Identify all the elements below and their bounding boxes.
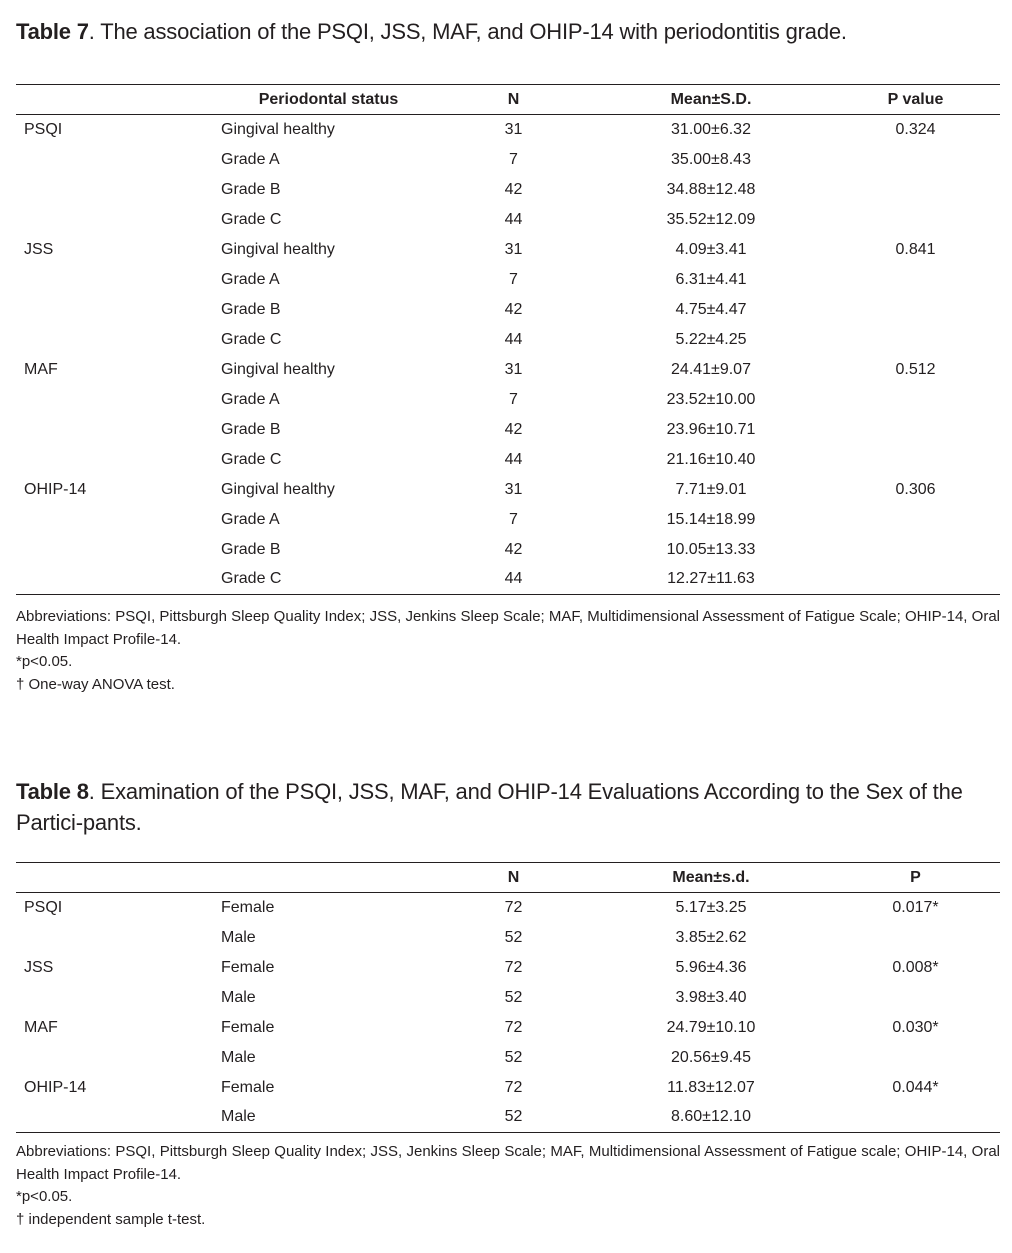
p-value-cell <box>831 565 1000 595</box>
table-row <box>16 385 1000 415</box>
mean-sd-cell: 35.00±8.43 <box>671 150 751 168</box>
table-7-caption <box>16 16 1000 47</box>
p-value-cell: 0.841 <box>895 240 936 258</box>
n-cell: 72 <box>504 898 523 916</box>
measure-cell <box>16 295 221 325</box>
mean-sd-cell: 24.79±10.10 <box>666 1018 756 1036</box>
n-cell: 72 <box>504 958 523 976</box>
mean-sd-cell: 6.31±4.41 <box>675 270 747 288</box>
group-cell: Female <box>221 958 275 976</box>
table-row <box>16 475 1000 505</box>
p-value-cell <box>831 445 1000 475</box>
measure-cell <box>16 1043 221 1073</box>
table-row <box>16 445 1000 475</box>
mean-sd-cell: 4.75±4.47 <box>675 300 747 318</box>
measure-cell <box>16 325 221 355</box>
group-cell: Grade C <box>221 210 282 228</box>
n-cell: 72 <box>504 1018 523 1036</box>
table-row <box>16 953 1000 983</box>
p-value-cell <box>831 145 1000 175</box>
n-cell: 7 <box>509 390 518 408</box>
group-cell: Gingival healthy <box>221 240 335 258</box>
group-cell: Grade A <box>221 270 280 288</box>
measure-cell <box>16 205 221 235</box>
measure-cell: MAF <box>24 1018 58 1036</box>
column-header-periodontal-status: Periodontal status <box>221 85 436 115</box>
mean-sd-cell: 5.96±4.36 <box>675 958 747 976</box>
n-cell: 31 <box>504 480 523 498</box>
table-7-block <box>16 16 1000 47</box>
n-cell: 52 <box>504 988 523 1006</box>
p-value-cell <box>831 295 1000 325</box>
group-cell: Grade C <box>221 565 436 595</box>
group-cell: Gingival healthy <box>221 480 335 498</box>
group-cell: Grade B <box>221 300 281 318</box>
p-value-cell <box>831 325 1000 355</box>
p-value-cell <box>831 535 1000 565</box>
table-7-test-note: † One-way ANOVA test. <box>16 675 175 693</box>
n-cell: 42 <box>504 420 523 438</box>
table-8-title: . Examination of the PSQI, JSS, MAF, and OHIP-14 Evaluations According to the Sex of the Partici-pants. <box>16 779 963 835</box>
p-value-cell: 0.008* <box>892 958 939 976</box>
measure-cell <box>16 445 221 475</box>
p-value-cell <box>831 983 1000 1013</box>
group-cell: Female <box>221 1018 275 1036</box>
measure-cell <box>16 923 221 953</box>
table-7-label: Table 7 <box>16 19 89 44</box>
p-value-cell <box>831 505 1000 535</box>
column-header-mean-sd: Mean±s.d. <box>591 863 831 893</box>
group-cell: Grade A <box>221 510 280 528</box>
n-cell: 52 <box>436 1103 591 1133</box>
n-cell: 42 <box>504 180 523 198</box>
measure-cell <box>16 265 221 295</box>
table-8-test-note: † independent sample t-test. <box>16 1210 206 1228</box>
n-cell: 31 <box>504 240 523 258</box>
mean-sd-cell: 10.05±13.33 <box>666 540 756 558</box>
p-value-cell: 0.044* <box>892 1078 939 1096</box>
p-value-cell <box>831 385 1000 415</box>
mean-sd-cell: 5.22±4.25 <box>675 330 747 348</box>
table-8 <box>16 862 1000 1133</box>
measure-cell: PSQI <box>24 120 63 138</box>
measure-cell <box>16 983 221 1013</box>
table-row <box>16 355 1000 385</box>
table-row <box>16 1013 1000 1043</box>
table-row <box>16 923 1000 953</box>
mean-sd-cell: 3.98±3.40 <box>675 988 747 1006</box>
column-header-n: N <box>436 863 591 893</box>
table-7-abbreviations: Abbreviations: PSQI, Pittsburgh Sleep Quality Index; JSS, Jenkins Sleep Scale; MAF, Multidimensional Assessment of Fatigue Scale; OHIP-14, Oral Health Impact Profile-14. <box>16 608 1000 648</box>
table-row <box>16 505 1000 535</box>
table-8-caption <box>16 776 1000 838</box>
measure-cell: JSS <box>24 958 54 976</box>
column-header-p: P <box>831 863 1000 893</box>
table-8-body <box>16 893 1000 1133</box>
table-8-significance-note: *p<0.05. <box>16 1188 73 1205</box>
column-header-mean-sd: Mean±S.D. <box>591 85 831 115</box>
mean-sd-cell: 3.85±2.62 <box>675 928 747 946</box>
table-row <box>16 295 1000 325</box>
table-7 <box>16 84 1000 595</box>
mean-sd-cell: 7.71±9.01 <box>675 480 747 498</box>
measure-cell: PSQI <box>24 898 63 916</box>
n-cell: 31 <box>504 360 523 378</box>
p-value-cell <box>831 415 1000 445</box>
table-row <box>16 565 1000 595</box>
group-cell: Male <box>221 988 256 1006</box>
column-header <box>16 85 221 115</box>
measure-cell <box>16 535 221 565</box>
measure-cell: OHIP-14 <box>24 1078 87 1096</box>
table-header-row <box>16 85 1000 115</box>
table-row <box>16 1043 1000 1073</box>
column-header-p-value: P value <box>831 85 1000 115</box>
group-cell: Female <box>221 1078 275 1096</box>
n-cell: 31 <box>504 120 523 138</box>
table-7-title: . The association of the PSQI, JSS, MAF, and OHIP-14 with periodontitis grade. <box>88 19 847 44</box>
group-cell: Grade B <box>221 540 281 558</box>
measure-cell <box>16 415 221 445</box>
p-value-cell: 0.030* <box>892 1018 939 1036</box>
measure-cell: JSS <box>24 240 54 258</box>
table-row <box>16 145 1000 175</box>
n-cell: 7 <box>509 510 518 528</box>
mean-sd-cell: 35.52±12.09 <box>666 210 756 228</box>
table-row <box>16 1103 1000 1133</box>
table-row <box>16 115 1000 145</box>
n-cell: 44 <box>436 565 591 595</box>
table-row <box>16 893 1000 923</box>
table-7-notes <box>16 606 1000 696</box>
table-8-abbreviations: Abbreviations: PSQI, Pittsburgh Sleep Quality Index; JSS, Jenkins Sleep Scale; MAF, Multidimensional Assessment of Fatigue scale; OHIP-14, Oral Health Impact Profile-14. <box>16 1143 1000 1183</box>
p-value-cell <box>831 1043 1000 1073</box>
mean-sd-cell: 8.60±12.10 <box>591 1103 831 1133</box>
group-cell: Grade C <box>221 330 282 348</box>
p-value-cell <box>831 265 1000 295</box>
p-value-cell: 0.512 <box>895 360 936 378</box>
n-cell: 7 <box>509 150 518 168</box>
table-row <box>16 983 1000 1013</box>
mean-sd-cell: 15.14±18.99 <box>666 510 756 528</box>
group-cell: Grade C <box>221 450 282 468</box>
mean-sd-cell: 34.88±12.48 <box>666 180 756 198</box>
mean-sd-cell: 12.27±11.63 <box>591 565 831 595</box>
n-cell: 44 <box>504 210 523 228</box>
measure-cell <box>16 385 221 415</box>
table-row <box>16 1073 1000 1103</box>
group-cell: Male <box>221 928 256 946</box>
group-cell: Gingival healthy <box>221 120 335 138</box>
column-header-n: N <box>436 85 591 115</box>
mean-sd-cell: 21.16±10.40 <box>666 450 756 468</box>
p-value-cell <box>831 1103 1000 1133</box>
group-cell: Grade A <box>221 390 280 408</box>
group-cell: Female <box>221 898 275 916</box>
n-cell: 7 <box>509 270 518 288</box>
n-cell: 44 <box>504 330 523 348</box>
measure-cell <box>16 145 221 175</box>
measure-cell: OHIP-14 <box>24 480 87 498</box>
mean-sd-cell: 23.52±10.00 <box>666 390 756 408</box>
mean-sd-cell: 23.96±10.71 <box>666 420 756 438</box>
group-cell: Grade A <box>221 150 280 168</box>
column-header <box>16 863 221 893</box>
measure-cell: MAF <box>24 360 58 378</box>
p-value-cell <box>831 205 1000 235</box>
table-8-wrapper <box>16 862 1000 1133</box>
measure-cell <box>16 565 221 595</box>
table-8-block <box>16 776 1000 838</box>
n-cell: 44 <box>504 450 523 468</box>
p-value-cell <box>831 923 1000 953</box>
column-header <box>221 863 436 893</box>
mean-sd-cell: 24.41±9.07 <box>671 360 751 378</box>
group-cell: Gingival healthy <box>221 360 335 378</box>
table-row <box>16 265 1000 295</box>
mean-sd-cell: 31.00±6.32 <box>671 120 751 138</box>
mean-sd-cell: 5.17±3.25 <box>675 898 747 916</box>
group-cell: Grade B <box>221 180 281 198</box>
table-7-wrapper <box>16 84 1000 595</box>
n-cell: 72 <box>504 1078 523 1096</box>
group-cell: Grade B <box>221 420 281 438</box>
n-cell: 52 <box>504 928 523 946</box>
table-row <box>16 175 1000 205</box>
measure-cell <box>16 505 221 535</box>
p-value-cell: 0.306 <box>895 480 936 498</box>
mean-sd-cell: 11.83±12.07 <box>667 1078 755 1096</box>
group-cell: Male <box>221 1048 256 1066</box>
n-cell: 42 <box>504 540 523 558</box>
table-row <box>16 205 1000 235</box>
table-7-body <box>16 115 1000 595</box>
table-8-label: Table 8 <box>16 779 89 804</box>
measure-cell <box>16 1103 221 1133</box>
p-value-cell <box>831 175 1000 205</box>
mean-sd-cell: 4.09±3.41 <box>675 240 747 258</box>
table-7-significance-note: *p<0.05. <box>16 653 73 670</box>
n-cell: 42 <box>504 300 523 318</box>
table-row <box>16 535 1000 565</box>
measure-cell <box>16 175 221 205</box>
n-cell: 52 <box>504 1048 523 1066</box>
table-row <box>16 235 1000 265</box>
table-row <box>16 325 1000 355</box>
p-value-cell: 0.017* <box>892 898 939 916</box>
mean-sd-cell: 20.56±9.45 <box>671 1048 751 1066</box>
table-header-row <box>16 863 1000 893</box>
table-8-notes <box>16 1141 1000 1231</box>
group-cell: Male <box>221 1103 436 1133</box>
p-value-cell: 0.324 <box>895 120 936 138</box>
table-row <box>16 415 1000 445</box>
